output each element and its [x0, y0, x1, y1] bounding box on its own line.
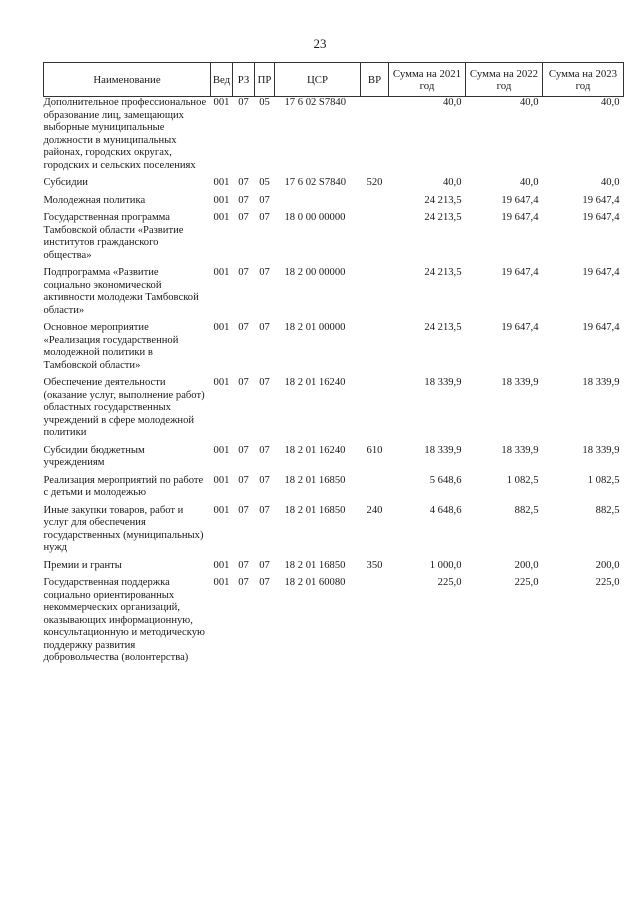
- row-sum-2021: 18 339,9: [424, 444, 462, 456]
- row-vr: [361, 267, 389, 322]
- row-pr: 07: [259, 212, 270, 223]
- row-sum-2022: 225,0: [514, 577, 539, 588]
- row-vr: [361, 577, 389, 670]
- row-ved: 001: [213, 504, 230, 516]
- row-rz: 07: [238, 177, 249, 188]
- row-vr: [361, 195, 389, 213]
- row-sum-2023: 225,0: [595, 577, 620, 588]
- row-ved: 001: [213, 559, 230, 571]
- table-row: [44, 97, 624, 178]
- header-csr: ЦСР: [275, 63, 361, 97]
- row-name: Реализация мероприятий по работе с детьми и молодежью: [43, 474, 204, 498]
- row-rz: 07: [238, 577, 249, 588]
- row-name: Обеспечение деятельности (оказание услуг, выполнение работ) областных государственных учреждений в сфере молодежной политики: [43, 377, 205, 438]
- row-ved: 001: [213, 474, 230, 486]
- row-sum-2023: 19 647,4: [582, 322, 620, 333]
- row-sum-2021: 24 213,5: [424, 194, 462, 206]
- row-sum-2023: 19 647,4: [582, 212, 620, 223]
- row-name: Субсидии бюджетным учреждениям: [43, 444, 145, 468]
- row-ved: 001: [213, 322, 230, 333]
- row-sum-2022: 19 647,4: [501, 212, 539, 223]
- row-name: Государственная программа Тамбовской области «Развитие институтов гражданского общества»: [43, 212, 184, 261]
- row-sum-2023: 18 339,9: [582, 377, 620, 388]
- row-csr: 18 2 01 16850: [284, 504, 346, 516]
- row-pr: 07: [259, 194, 270, 206]
- row-rz: 07: [238, 267, 249, 278]
- row-csr: 17 6 02 S7840: [284, 97, 347, 108]
- row-name: Основное мероприятие «Реализация государственной молодежной политики в Тамбовской области»: [43, 322, 179, 371]
- row-rz: 07: [238, 212, 249, 223]
- header-vr: ВР: [361, 63, 389, 97]
- row-csr: 18 2 01 00000: [284, 322, 346, 333]
- row-ved: 001: [213, 267, 230, 278]
- row-vr: [361, 377, 389, 445]
- row-sum-2023: 19 647,4: [582, 267, 620, 278]
- row-ved: 001: [213, 194, 230, 206]
- row-rz: 07: [238, 377, 249, 388]
- row-sum-2021: 5 648,6: [429, 474, 462, 486]
- row-name: Подпрограмма «Развитие социально экономической активности молодежи Тамбовской области»: [43, 267, 199, 316]
- row-sum-2021: 225,0: [437, 577, 462, 588]
- row-rz: 07: [238, 97, 249, 108]
- row-sum-2022: 1 082,5: [506, 474, 539, 486]
- row-csr: 18 0 00 00000: [284, 212, 346, 223]
- table-row: [44, 195, 624, 213]
- row-sum-2022: 19 647,4: [501, 194, 539, 206]
- row-sum-2023: 19 647,4: [582, 194, 620, 206]
- row-sum-2023: 200,0: [595, 559, 620, 571]
- row-pr: 07: [259, 267, 270, 278]
- row-pr: 05: [259, 177, 270, 188]
- table-header-row: [44, 63, 624, 97]
- row-name: Молодежная политика: [43, 194, 146, 206]
- row-csr: 18 2 01 16850: [284, 474, 346, 486]
- table-row: [44, 322, 624, 377]
- row-sum-2023: 18 339,9: [582, 444, 620, 456]
- row-sum-2022: 18 339,9: [501, 377, 539, 388]
- row-name: Субсидии: [43, 177, 88, 188]
- table-row: [44, 377, 624, 445]
- header-sum-2023: Сумма на 2023 год: [543, 63, 624, 97]
- row-name: Дополнительное профессиональное образование лиц, замещающих выборные муниципальные должности в муниципальных районах, городских округах, городских и сельских поселениях: [43, 97, 207, 171]
- header-name: Наименование: [44, 63, 211, 97]
- row-pr: 07: [259, 444, 270, 456]
- header-sum-2021: Сумма на 2021 год: [389, 63, 466, 97]
- table-row: [44, 445, 624, 475]
- row-csr: 18 2 01 16240: [284, 444, 346, 456]
- row-ved: 001: [213, 212, 230, 223]
- row-sum-2021: 40,0: [442, 97, 462, 108]
- table-body: [44, 97, 624, 670]
- row-sum-2023: 40,0: [600, 97, 620, 108]
- row-vr: [361, 322, 389, 377]
- row-vr: 520: [366, 177, 383, 188]
- budget-table: [43, 62, 624, 670]
- row-csr: 18 2 01 60080: [284, 577, 346, 588]
- row-vr: 240: [366, 504, 383, 516]
- page-number: 23: [313, 36, 327, 51]
- row-sum-2021: 40,0: [442, 177, 462, 188]
- row-sum-2021: 24 213,5: [424, 212, 462, 223]
- row-sum-2022: 882,5: [514, 504, 539, 516]
- row-sum-2022: 19 647,4: [501, 322, 539, 333]
- row-sum-2021: 4 648,6: [429, 504, 462, 516]
- header-sum-2022: Сумма на 2022 год: [466, 63, 543, 97]
- row-csr: 18 2 00 00000: [284, 267, 346, 278]
- row-csr: 18 2 01 16240: [284, 377, 346, 388]
- row-sum-2021: 18 339,9: [424, 377, 462, 388]
- table-row: [44, 212, 624, 267]
- table-row: [44, 267, 624, 322]
- row-ved: 001: [213, 577, 230, 588]
- row-pr: 07: [259, 577, 270, 588]
- row-pr: 07: [259, 504, 270, 516]
- header-rz: РЗ: [233, 63, 255, 97]
- row-name: Иные закупки товаров, работ и услуг для обеспечения государственных (муниципальных) нужд: [43, 504, 204, 553]
- row-ved: 001: [213, 377, 230, 388]
- row-vr: 610: [366, 444, 383, 456]
- row-pr: 07: [259, 474, 270, 486]
- row-pr: 07: [259, 322, 270, 333]
- row-sum-2022: 19 647,4: [501, 267, 539, 278]
- row-name: Премии и гранты: [43, 559, 122, 571]
- row-sum-2021: 1 000,0: [429, 559, 462, 571]
- row-sum-2023: 882,5: [595, 504, 620, 516]
- header-ved: Вед: [211, 63, 233, 97]
- row-sum-2022: 40,0: [519, 177, 539, 188]
- row-name: Государственная поддержка социально ориентированных некоммерческих организаций, оказывающих информационную, консультационную и методическую поддержку развития добровольчества (волонтерства): [43, 577, 205, 663]
- row-rz: 07: [238, 444, 249, 456]
- row-rz: 07: [238, 194, 249, 206]
- row-sum-2023: 40,0: [600, 177, 620, 188]
- row-csr: [275, 195, 361, 213]
- row-rz: 07: [238, 504, 249, 516]
- row-csr: 17 6 02 S7840: [284, 177, 347, 188]
- table-row: [44, 505, 624, 560]
- row-rz: 07: [238, 322, 249, 333]
- row-vr: 350: [366, 559, 383, 571]
- row-ved: 001: [213, 444, 230, 456]
- row-pr: 05: [259, 97, 270, 108]
- row-sum-2022: 200,0: [514, 559, 539, 571]
- row-rz: 07: [238, 559, 249, 571]
- table-row: [44, 475, 624, 505]
- row-sum-2021: 24 213,5: [424, 322, 462, 333]
- row-sum-2022: 40,0: [519, 97, 539, 108]
- table-row: [44, 577, 624, 670]
- row-vr: [361, 475, 389, 505]
- row-sum-2021: 24 213,5: [424, 267, 462, 278]
- row-pr: 07: [259, 377, 270, 388]
- row-rz: 07: [238, 474, 249, 486]
- row-sum-2023: 1 082,5: [587, 474, 620, 486]
- row-vr: [361, 212, 389, 267]
- row-pr: 07: [259, 559, 270, 571]
- header-pr: ПР: [255, 63, 275, 97]
- table-row: [44, 177, 624, 195]
- row-vr: [361, 97, 389, 178]
- row-ved: 001: [213, 177, 230, 188]
- table-row: [44, 560, 624, 578]
- row-ved: 001: [213, 97, 230, 108]
- row-sum-2022: 18 339,9: [501, 444, 539, 456]
- row-csr: 18 2 01 16850: [284, 559, 346, 571]
